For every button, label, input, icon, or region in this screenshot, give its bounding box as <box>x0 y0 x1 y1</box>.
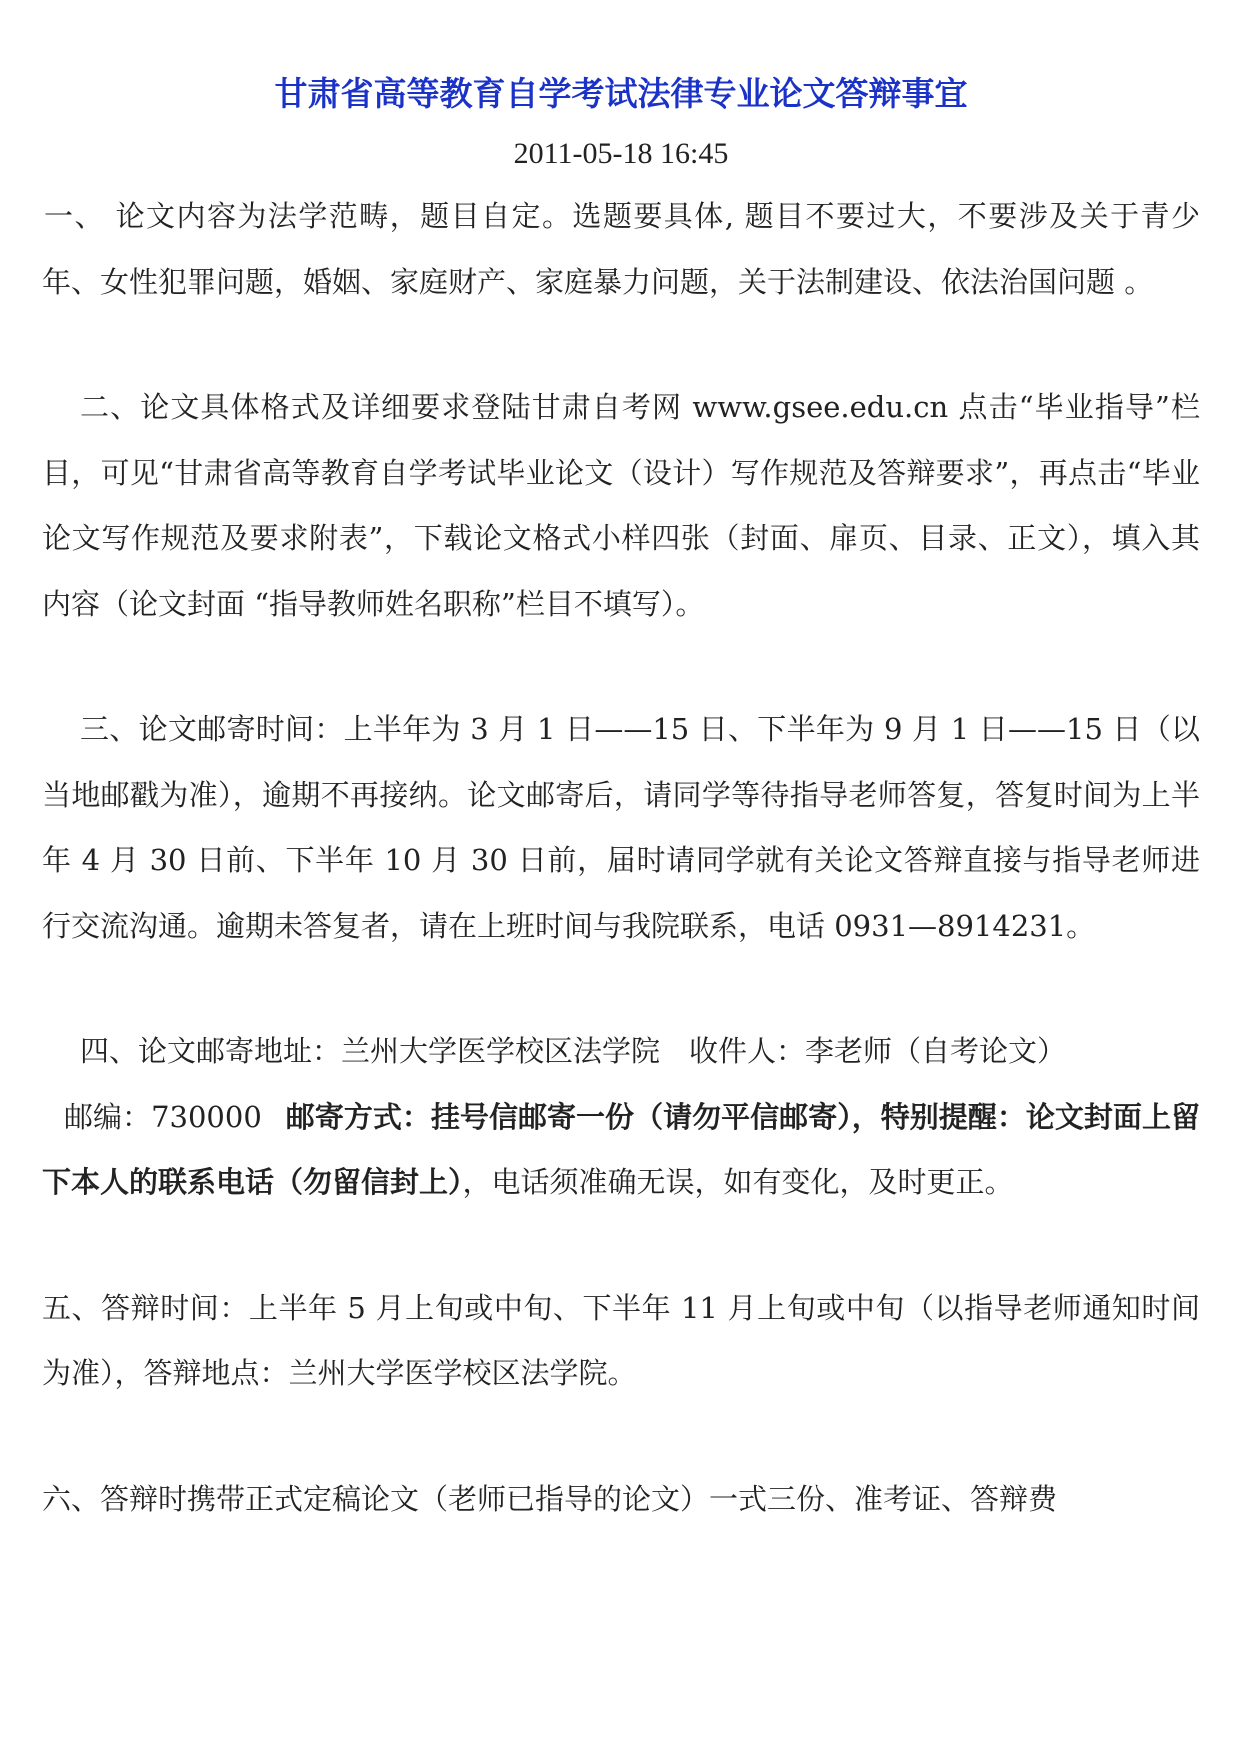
section-4-postal-code: 邮编：730000 <box>64 1099 262 1134</box>
section-6: 六、答辩时携带正式定稿论文（老师已指导的论文）一式三份、准考证、答辩费 <box>42 1481 1058 1516</box>
section-4-address: 四、论文邮寄地址：兰州大学医学校区法学院 收件人：李老师（自考论文） <box>80 1034 1067 1068</box>
section-4-tail: ，电话须准确无误，如有变化，及时更正。 <box>462 1165 1014 1199</box>
document-title: 甘肃省高等教育自学考试法律专业论文答辩事宜 <box>274 74 968 113</box>
section-5: 五、答辩时间：上半年 5 月上旬或中旬、下半年 11 月上旬或中旬（以指导老师通知时间为准），答辩地点：兰州大学医学校区法学院。 <box>42 1290 1200 1390</box>
section-4-mail-notice: 邮寄方式：挂号信邮寄一份（请勿平信邮寄），特别提醒：论文封面上留下本人的联系电话（勿留信封上） <box>42 1099 1200 1199</box>
section-2: 二、论文具体格式及详细要求登陆甘肃自考网 www.gsee.edu.cn 点击“毕业指导”栏目，可见“甘肃省高等教育自学考试毕业论文（设计）写作规范及答辩要求”，再点击“毕业论文写作规范及要求附表”，下载论文格式小样四张（封面、扉页、目录、正文），填入其内容（论文封面 “指导教师姓名职称”栏目不填写）。 <box>42 390 1200 621</box>
document-page <box>42 62 1200 1532</box>
section-4 <box>42 1019 1200 1216</box>
publish-date: 2011-05-18 16:45 <box>513 137 729 170</box>
section-1: 一、 论文内容为法学范畴，题目自定。选题要具体, 题目不要过大，不要涉及关于青少年、女性犯罪问题，婚姻、家庭财产、家庭暴力问题，关于法制建设、依法治国问题 。 <box>42 199 1200 299</box>
section-3: 三、论文邮寄时间：上半年为 3 月 1 日——15 日、下半年为 9 月 1 日——15 日（以当地邮戳为准），逾期不再接纳。论文邮寄后，请同学等待指导老师答复，答复时间为上半年 4 月 30 日前、下半年 10 月 30 日前，届时请同学就有关论文答辩直接与指导老师进行交流沟通。逾期未答复者，请在上班时间与我院联系，电话 0931—8914231。 <box>42 712 1200 943</box>
